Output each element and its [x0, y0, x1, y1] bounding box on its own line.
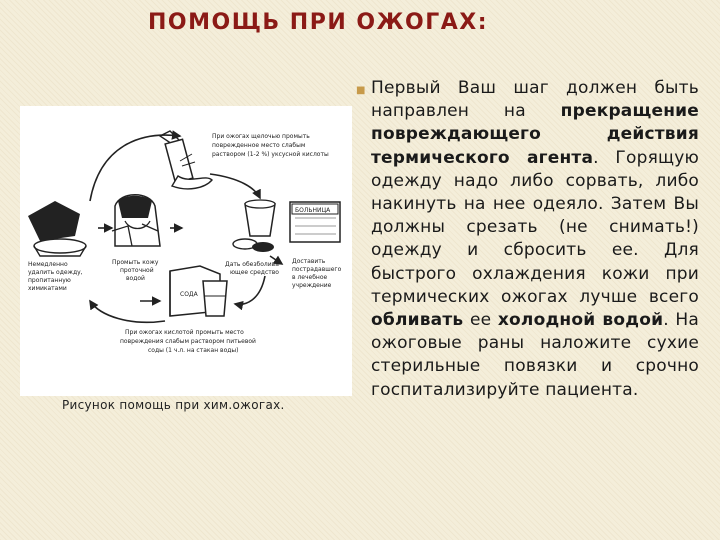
figure-label: проточной: [120, 267, 154, 274]
emphasis-text: прекращение повреждающего действия термического агента: [371, 101, 699, 168]
first-aid-figure: [20, 106, 352, 396]
figure-label: ющее средство: [230, 269, 279, 276]
hospital-label: БОЛЬНИЦА: [295, 207, 331, 214]
body-paragraph: [371, 77, 699, 402]
pills-icon: [233, 239, 274, 252]
figure-label: Промыть кожу: [112, 259, 159, 266]
cycle-arrow: [210, 174, 260, 198]
remove-clothing-icon: [28, 201, 86, 256]
figure-label: повреждения слабым раствором питьевой: [120, 338, 256, 345]
figure-label: Дать обезболива-: [225, 261, 282, 268]
soda-label: СОДА: [180, 291, 198, 298]
figure-label: пропитанную: [28, 277, 71, 284]
paragraph-text: . На ожоговые раны наложите сухие стерильные повязки и срочно госпитализируйте пациента.: [371, 310, 699, 400]
paragraph-text: Первый Ваш шаг должен быть направлен на: [371, 78, 699, 122]
square-bullet-icon: ■: [356, 85, 366, 96]
figure-label: Немедленно: [28, 261, 68, 268]
figure-label: При ожогах кислотой промыть место: [125, 329, 244, 336]
figure-label: водой: [126, 275, 145, 282]
cup-icon: [245, 200, 275, 236]
figure-label: Доставить: [292, 258, 326, 265]
figure-caption: Рисунок помощь при хим.ожогах.: [62, 398, 285, 412]
cycle-arrow: [90, 301, 165, 322]
emphasis-text: холодной водой: [497, 310, 664, 331]
cycle-arrow: [235, 276, 265, 304]
acid-bottle-hand-icon: [160, 131, 212, 189]
rinse-skin-icon: [112, 195, 160, 246]
figure-label: в лечебное: [292, 274, 328, 281]
figure-label: пострадавшего: [292, 266, 342, 273]
figure-label: поврежденное место слабым: [212, 142, 306, 149]
emphasis-text: обливать: [371, 310, 464, 331]
slide-title: ПОМОЩЬ ПРИ ОЖОГАХ:: [148, 10, 489, 35]
hospital-sign-icon: [290, 202, 340, 242]
figure-label: химикатами: [28, 285, 67, 292]
figure-label: соды (1 ч.л. на стакан воды): [148, 347, 239, 354]
paragraph-text: . Горящую одежду надо либо сорвать, либо накинуть на нее одеяло. Затем Вы должны срезать (не снимать!) одежду и сбросить ее. Для быстрого охлаждения кожи при термических ожогах лучше всего: [371, 147, 699, 307]
paragraph-text: ее: [463, 310, 498, 331]
figure-label: учреждение: [292, 282, 332, 289]
figure-label: удалить одежду,: [28, 269, 83, 276]
figure-label: раствором (1-2 %) уксусной кислоты: [212, 151, 329, 158]
glass-icon: [203, 281, 227, 316]
figure-label: При ожогах щелочью промыть: [212, 133, 310, 140]
first-aid-illustration: [20, 106, 352, 396]
